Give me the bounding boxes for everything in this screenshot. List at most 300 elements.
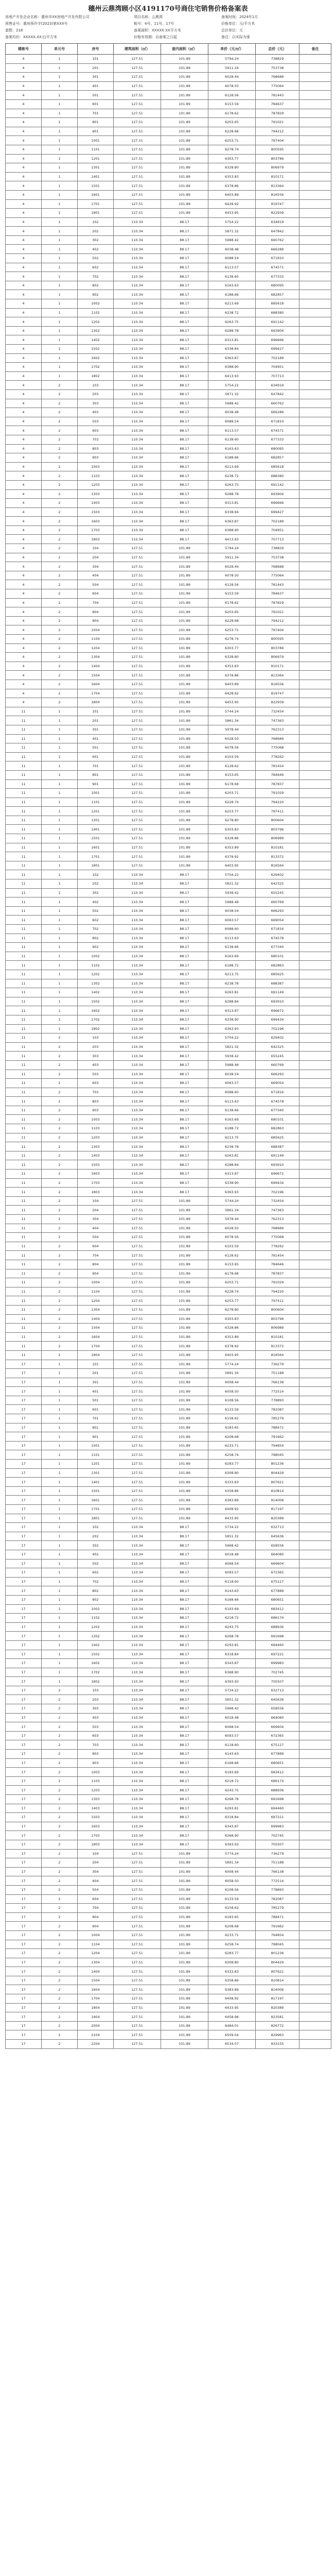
cell-total-price: 772514: [256, 1387, 299, 1396]
cell-building: 4: [6, 326, 42, 335]
cell-room: 1203: [78, 1133, 114, 1142]
cell-room: 201: [78, 1369, 114, 1378]
cell-building: 4: [6, 471, 42, 481]
cell-total-price: 674578: [256, 1097, 299, 1106]
cell-gross-area: 127.51: [114, 1432, 161, 1442]
cell-remark: [299, 1876, 331, 1886]
cell-unit-price: 6133.59: [208, 1894, 256, 1904]
cell-room: 1004: [78, 625, 114, 635]
cell-total-price: 658556: [256, 1704, 299, 1714]
table-row: [6, 1396, 331, 1405]
cell-remark: [299, 580, 331, 589]
cell-building: 17: [6, 1786, 42, 1795]
table-row: [6, 1532, 331, 1541]
cell-room: 1501: [78, 181, 114, 191]
cell-gross-area: 110.34: [114, 389, 161, 399]
cell-remark: [299, 671, 331, 680]
cell-total-price: 660769: [256, 1060, 299, 1070]
cell-room: 1601: [78, 843, 114, 852]
cell-room: 302: [78, 1541, 114, 1550]
table-row: [6, 1224, 331, 1233]
table-row: [6, 1496, 331, 1505]
cell-building: 11: [6, 870, 42, 879]
cell-gross-area: 110.34: [114, 1015, 161, 1024]
cell-building: 17: [6, 2030, 42, 2040]
cell-building: 4: [6, 209, 42, 218]
cell-unit-price: 6403.89: [208, 680, 256, 689]
cell-net-area: 101.89: [161, 1876, 208, 1886]
table-row: [6, 1985, 331, 1994]
cell-unit: 1: [42, 816, 78, 825]
cell-net-area: 88.17: [161, 389, 208, 399]
cell-unit: 1: [42, 1024, 78, 1033]
table-row: [6, 263, 331, 272]
cell-gross-area: 110.34: [114, 1713, 161, 1722]
cell-gross-area: 110.34: [114, 1677, 161, 1686]
cell-unit: 2: [42, 507, 78, 517]
cell-room: 802: [78, 934, 114, 943]
cell-total-price: 647842: [256, 227, 299, 236]
table-row: [6, 798, 331, 807]
cell-remark: [299, 1006, 331, 1015]
cell-unit: 2: [42, 1242, 78, 1251]
cell-building: 4: [6, 625, 42, 635]
cell-room: 101: [78, 55, 114, 64]
cell-net-area: 88.17: [161, 1740, 208, 1750]
cell-unit: 2: [42, 1858, 78, 1868]
cell-room: 904: [78, 1922, 114, 1931]
info-line-1: [5, 14, 331, 20]
cell-net-area: 88.17: [161, 1731, 208, 1740]
cell-gross-area: 110.34: [114, 1795, 161, 1804]
cell-unit-price: 6068.54: [208, 1722, 256, 1732]
cell-net-area: 88.17: [161, 1786, 208, 1795]
cell-remark: [299, 1332, 331, 1342]
cell-room: 603: [78, 1731, 114, 1740]
cell-unit-price: 5774.24: [208, 1849, 256, 1858]
cell-building: 11: [6, 897, 42, 907]
cell-remark: [299, 2021, 331, 2030]
table-row: [6, 1269, 331, 1278]
cell-net-area: 101.89: [161, 1296, 208, 1306]
cell-total-price: 781454: [256, 761, 299, 771]
cell-unit-price: 6318.84: [208, 1650, 256, 1659]
cell-building: 17: [6, 1505, 42, 1514]
cell-unit-price: 6093.57: [208, 1568, 256, 1578]
cell-gross-area: 110.34: [114, 335, 161, 345]
table-row: [6, 734, 331, 743]
cell-net-area: 88.17: [161, 326, 208, 335]
cell-remark: [299, 1360, 331, 1369]
table-row: [6, 861, 331, 870]
cell-remark: [299, 154, 331, 163]
cell-unit-price: 6378.86: [208, 671, 256, 680]
cell-building: 4: [6, 480, 42, 489]
cell-net-area: 88.17: [161, 1650, 208, 1659]
cell-room: 303: [78, 1704, 114, 1714]
cell-room: 1004: [78, 1930, 114, 1940]
cell-net-area: 88.17: [161, 1106, 208, 1115]
cell-building: 17: [6, 2003, 42, 2012]
cell-net-area: 101.89: [161, 680, 208, 689]
cell-remark: [299, 770, 331, 779]
cell-remark: [299, 1269, 331, 1278]
cell-unit-price: 6163.63: [208, 444, 256, 453]
cell-net-area: 101.89: [161, 1940, 208, 1949]
cell-net-area: 101.89: [161, 63, 208, 73]
cell-gross-area: 110.34: [114, 1523, 161, 1532]
cell-remark: [299, 1405, 331, 1414]
cell-room: 1202: [78, 1622, 114, 1632]
cell-total-price: 691698: [256, 1632, 299, 1641]
cell-remark: [299, 1124, 331, 1133]
cell-unit-price: 6393.93: [208, 1677, 256, 1686]
cell-unit: 2: [42, 1079, 78, 1088]
cell-unit: 1: [42, 55, 78, 64]
cell-unit-price: 6228.68: [208, 127, 256, 136]
cell-unit: 2: [42, 1342, 78, 1351]
table-row: [6, 843, 331, 852]
cell-gross-area: 110.34: [114, 1088, 161, 1097]
cell-building: 11: [6, 1052, 42, 1061]
cell-room: 902: [78, 1595, 114, 1604]
cell-unit: 2: [42, 2030, 78, 2040]
cell-gross-area: 127.51: [114, 807, 161, 816]
cell-total-price: 705507: [256, 1677, 299, 1686]
cell-room: 104: [78, 544, 114, 553]
cell-net-area: 88.17: [161, 1704, 208, 1714]
cell-building: 11: [6, 798, 42, 807]
cell-net-area: 101.89: [161, 716, 208, 725]
cell-total-price: 702189: [256, 517, 299, 526]
cell-net-area: 101.89: [161, 1460, 208, 1469]
cell-gross-area: 127.51: [114, 1251, 161, 1260]
cell-building: 4: [6, 81, 42, 91]
cell-room: 1704: [78, 1994, 114, 2004]
cell-unit-price: 6143.63: [208, 1750, 256, 1759]
cell-remark: [299, 91, 331, 100]
cell-net-area: 88.17: [161, 489, 208, 499]
cell-unit-price: 6163.69: [208, 1115, 256, 1124]
cell-unit: 2: [42, 1795, 78, 1804]
cell-gross-area: 127.51: [114, 2012, 161, 2022]
cell-total-price: 813372: [256, 852, 299, 861]
cell-unit: 1: [42, 897, 78, 907]
cell-net-area: 101.89: [161, 779, 208, 789]
cell-gross-area: 127.51: [114, 1885, 161, 1894]
cell-unit: 1: [42, 181, 78, 191]
cell-net-area: 101.89: [161, 1505, 208, 1514]
cell-remark: [299, 535, 331, 544]
cell-room: 1804: [78, 2003, 114, 2012]
cell-remark: [299, 1133, 331, 1142]
cell-remark: [299, 1278, 331, 1287]
cell-net-area: 88.17: [161, 417, 208, 426]
cell-remark: [299, 979, 331, 988]
cell-unit-price: 6063.57: [208, 1079, 256, 1088]
table-row: [6, 1260, 331, 1269]
cell-building: 4: [6, 235, 42, 245]
cell-unit: 2: [42, 643, 78, 653]
cell-net-area: 101.89: [161, 789, 208, 798]
cell-unit: 2: [42, 1142, 78, 1151]
cell-net-area: 88.17: [161, 1124, 208, 1133]
cell-total-price: 658556: [256, 1541, 299, 1550]
table-row: [6, 1840, 331, 1849]
cell-building: 17: [6, 1949, 42, 1958]
cell-unit: 2: [42, 1042, 78, 1052]
cell-building: 17: [6, 1541, 42, 1550]
cell-gross-area: 127.51: [114, 1468, 161, 1478]
cell-gross-area: 110.34: [114, 417, 161, 426]
cell-building: 11: [6, 1269, 42, 1278]
table-row: [6, 1432, 331, 1442]
cell-room: 404: [78, 571, 114, 580]
cell-building: 11: [6, 952, 42, 961]
table-row: [6, 689, 331, 698]
cell-room: 1801: [78, 209, 114, 218]
cell-total-price: 798045: [256, 1940, 299, 1949]
cell-unit: 1: [42, 299, 78, 309]
cell-gross-area: 127.51: [114, 1967, 161, 1976]
cell-unit: 2: [42, 1840, 78, 1849]
cell-unit: 2: [42, 499, 78, 508]
cell-room: 503: [78, 1722, 114, 1732]
cell-room: 1504: [78, 1324, 114, 1333]
cell-remark: [299, 1478, 331, 1487]
cell-room: 1404: [78, 662, 114, 671]
cell-net-area: 88.17: [161, 1178, 208, 1188]
cell-unit-price: 6408.92: [208, 1994, 256, 2004]
table-row: [6, 1967, 331, 1976]
cell-room: 1604: [78, 680, 114, 689]
cell-gross-area: 110.34: [114, 254, 161, 263]
cell-net-area: 88.17: [161, 1541, 208, 1550]
cell-net-area: 88.17: [161, 1060, 208, 1070]
cell-room: 102: [78, 217, 114, 227]
cell-total-price: 642325: [256, 1042, 299, 1052]
cell-building: 11: [6, 861, 42, 870]
cell-remark: [299, 779, 331, 789]
cell-unit-price: 6103.59: [208, 752, 256, 761]
cell-unit-price: 6238.78: [208, 979, 256, 988]
cell-unit-price: 6143.63: [208, 1586, 256, 1596]
cell-unit-price: 6278.74: [208, 635, 256, 644]
cell-unit: 1: [42, 1486, 78, 1496]
cell-room: 1603: [78, 1170, 114, 1179]
cell-room: 1001: [78, 136, 114, 145]
cell-unit-price: 6163.69: [208, 952, 256, 961]
header-unit-price: 单价（元/㎡）: [208, 44, 256, 55]
cell-net-area: 88.17: [161, 897, 208, 907]
cell-unit: 2: [42, 1686, 78, 1695]
cell-total-price: 791021: [256, 607, 299, 617]
cell-remark: [299, 489, 331, 499]
cell-unit: 2: [42, 1776, 78, 1786]
cell-total-price: 675127: [256, 1577, 299, 1586]
cell-building: 4: [6, 544, 42, 553]
cell-gross-area: 127.51: [114, 55, 161, 64]
cell-net-area: 101.89: [161, 761, 208, 771]
cell-gross-area: 110.34: [114, 345, 161, 354]
cell-unit: 1: [42, 852, 78, 861]
cell-unit-price: 6188.72: [208, 961, 256, 970]
cell-room: 901: [78, 127, 114, 136]
cell-net-area: 101.89: [161, 1324, 208, 1333]
cell-unit-price: 6378.92: [208, 852, 256, 861]
cell-gross-area: 127.51: [114, 1405, 161, 1414]
cell-remark: [299, 1858, 331, 1868]
cell-room: 203: [78, 1695, 114, 1704]
cell-total-price: 800604: [256, 1305, 299, 1314]
cell-gross-area: 110.34: [114, 870, 161, 879]
cell-room: 104: [78, 1849, 114, 1858]
cell-unit: 1: [42, 1541, 78, 1550]
cell-net-area: 88.17: [161, 453, 208, 463]
cell-gross-area: 127.51: [114, 1994, 161, 2004]
cell-net-area: 88.17: [161, 217, 208, 227]
cell-unit-price: 6218.72: [208, 1776, 256, 1786]
cell-total-price: 817197: [256, 1994, 299, 2004]
cell-total-price: 696672: [256, 1170, 299, 1179]
cell-remark: [299, 1614, 331, 1623]
cell-total-price: 778262: [256, 1242, 299, 1251]
cell-room: 1302: [78, 979, 114, 988]
cell-gross-area: 127.51: [114, 834, 161, 843]
cell-remark: [299, 1206, 331, 1215]
cell-unit: 1: [42, 63, 78, 73]
cell-total-price: 688387: [256, 979, 299, 988]
cell-total-price: 800595: [256, 635, 299, 644]
table-row: [6, 580, 331, 589]
cell-room: 1701: [78, 852, 114, 861]
cell-building: 11: [6, 770, 42, 779]
cell-unit-price: 6288.84: [208, 997, 256, 1006]
table-row: [6, 381, 331, 390]
cell-room: 502: [78, 1559, 114, 1568]
cell-unit-price: 6253.71: [208, 625, 256, 635]
cell-total-price: 677340: [256, 943, 299, 952]
cell-remark: [299, 1414, 331, 1423]
cell-remark: [299, 73, 331, 82]
cell-remark: [299, 326, 331, 335]
table-row: [6, 1088, 331, 1097]
cell-building: 4: [6, 535, 42, 544]
cell-net-area: 101.89: [161, 743, 208, 753]
cell-building: 17: [6, 1831, 42, 1840]
table-row: [6, 870, 331, 879]
cell-unit: 1: [42, 1405, 78, 1414]
cell-gross-area: 127.51: [114, 1441, 161, 1450]
cell-gross-area: 110.34: [114, 1804, 161, 1813]
cell-total-price: 634919: [256, 381, 299, 390]
cell-building: 17: [6, 1713, 42, 1722]
info-line-3: [5, 28, 331, 33]
table-row: [6, 1976, 331, 1985]
table-row: [6, 1586, 331, 1596]
cell-net-area: 88.17: [161, 526, 208, 535]
cell-building: 4: [6, 363, 42, 372]
cell-total-price: 806989: [256, 834, 299, 843]
cell-unit: 2: [42, 1695, 78, 1704]
cell-room: 402: [78, 245, 114, 254]
cell-room: 602: [78, 263, 114, 272]
cell-total-price: 736279: [256, 1360, 299, 1369]
header-unit: 单元号: [42, 44, 78, 55]
cell-room: 1004: [78, 1278, 114, 1287]
cell-remark: [299, 689, 331, 698]
cell-room: 1701: [78, 1505, 114, 1514]
header-total-price: 总价（元）: [256, 44, 299, 55]
cell-building: 11: [6, 1115, 42, 1124]
cell-gross-area: 127.51: [114, 1949, 161, 1958]
cell-unit-price: 6178.62: [208, 598, 256, 607]
cell-total-price: 768689: [256, 734, 299, 743]
cell-remark: [299, 444, 331, 453]
cell-gross-area: 127.51: [114, 199, 161, 209]
cell-gross-area: 127.51: [114, 1378, 161, 1387]
table-row: [6, 199, 331, 209]
cell-total-price: 800595: [256, 145, 299, 154]
cell-building: 11: [6, 716, 42, 725]
cell-remark: [299, 209, 331, 218]
cell-room: 904: [78, 616, 114, 625]
cell-building: 17: [6, 1577, 42, 1586]
cell-unit: 2: [42, 489, 78, 499]
cell-building: 11: [6, 725, 42, 734]
table-row: [6, 136, 331, 145]
cell-gross-area: 127.51: [114, 1305, 161, 1314]
cell-net-area: 101.89: [161, 1441, 208, 1450]
cell-gross-area: 127.51: [114, 1350, 161, 1360]
cell-building: 17: [6, 1677, 42, 1686]
cell-remark: [299, 1296, 331, 1306]
cell-gross-area: 110.34: [114, 462, 161, 471]
cell-gross-area: 127.51: [114, 1314, 161, 1324]
cell-remark: [299, 254, 331, 263]
cell-gross-area: 110.34: [114, 1532, 161, 1541]
cell-remark: [299, 680, 331, 689]
cell-building: 4: [6, 317, 42, 327]
cell-remark: [299, 952, 331, 961]
cell-unit: 2: [42, 1224, 78, 1233]
cell-gross-area: 110.34: [114, 1831, 161, 1840]
cell-unit: 1: [42, 1006, 78, 1015]
cell-net-area: 101.89: [161, 1985, 208, 1994]
cell-remark: [299, 1160, 331, 1170]
cell-room: 703: [78, 435, 114, 444]
table-row: [6, 707, 331, 716]
cell-gross-area: 127.51: [114, 671, 161, 680]
cell-net-area: 101.89: [161, 1224, 208, 1233]
cell-unit: 1: [42, 118, 78, 127]
cell-room: 1202: [78, 317, 114, 327]
cell-gross-area: 110.34: [114, 1632, 161, 1641]
cell-total-price: 794854: [256, 1930, 299, 1940]
cell-unit-price: 6228.68: [208, 616, 256, 625]
cell-unit: 1: [42, 725, 78, 734]
cell-unit-price: 6138.60: [208, 272, 256, 281]
cell-room: 1404: [78, 1967, 114, 1976]
cell-building: 17: [6, 1876, 42, 1886]
cell-unit-price: 6118.60: [208, 1740, 256, 1750]
table-row: [6, 607, 331, 617]
cell-gross-area: 110.34: [114, 363, 161, 372]
cell-building: 4: [6, 118, 42, 127]
cell-building: 17: [6, 1387, 42, 1396]
table-row: [6, 499, 331, 508]
cell-unit: 2: [42, 1151, 78, 1160]
